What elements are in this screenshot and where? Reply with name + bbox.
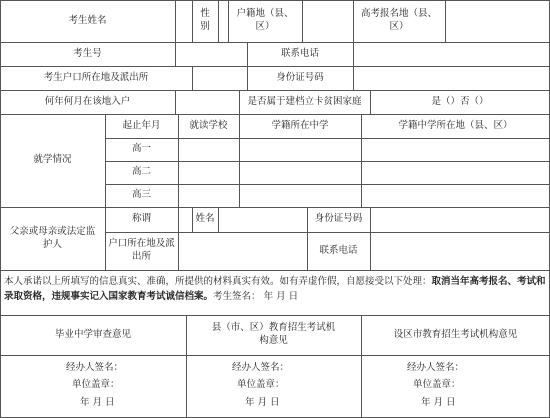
guardian-name-field[interactable] bbox=[219, 208, 307, 232]
school-field[interactable] bbox=[179, 185, 239, 207]
candidate-signature-label: 考生签名： bbox=[213, 290, 261, 302]
guardian-id-label: 身份证号码 bbox=[314, 213, 363, 225]
entry-time-field[interactable] bbox=[176, 91, 239, 114]
candidate-name-label: 考生姓名 bbox=[68, 14, 107, 26]
candidate-name-field[interactable] bbox=[176, 1, 191, 42]
col-school-header: 就读学校 bbox=[189, 119, 228, 131]
hukou-region-field[interactable] bbox=[303, 1, 353, 42]
exam-number-label: 考生号 bbox=[73, 47, 102, 59]
grid-line bbox=[0, 270, 550, 271]
review-date-label: 年 月 日 bbox=[245, 396, 280, 408]
gender-field[interactable] bbox=[219, 1, 228, 42]
phone-field[interactable] bbox=[354, 43, 549, 66]
school-roll-field[interactable] bbox=[240, 185, 361, 207]
county-review-title: 县（市、区）教育招生考试机 构意见 bbox=[211, 322, 336, 346]
guardian-name-label: 姓名 bbox=[195, 213, 215, 225]
exam-region-field[interactable] bbox=[446, 1, 549, 42]
pledge-date-label: 年 月 日 bbox=[263, 290, 299, 302]
school-review-title: 毕业中学审查意见 bbox=[54, 328, 131, 340]
review-date-label: 年 月 日 bbox=[80, 396, 115, 408]
grade-row-label: 高三 bbox=[131, 189, 151, 201]
handler-signature-label: 经办人签名： bbox=[66, 361, 124, 373]
hukou-police-field[interactable] bbox=[193, 67, 247, 90]
col-school-roll-header: 学籍所在中学 bbox=[271, 119, 329, 131]
hukou-police-label: 考生户口所在地及派出所 bbox=[43, 71, 149, 83]
unit-seal-label: 单位盖章： bbox=[72, 378, 120, 390]
grade-row-label: 高一 bbox=[131, 143, 151, 155]
roll-region-field[interactable] bbox=[362, 139, 549, 161]
pledge-statement bbox=[4, 275, 548, 304]
school-roll-field[interactable] bbox=[240, 162, 361, 184]
pledge-penalty-text: 取消当年高考报名、考试和录取资格，违规事实记入国家教育考试诚信档案。 bbox=[4, 276, 546, 302]
grid-line bbox=[0, 355, 550, 356]
grade-row-label: 高二 bbox=[131, 166, 151, 178]
guardian-hukou-label: 户口所在地及派 出所 bbox=[108, 238, 175, 262]
guardian-id-field[interactable] bbox=[371, 208, 549, 232]
roll-region-field[interactable] bbox=[362, 185, 549, 207]
guardian-title-label: 称谓 bbox=[131, 213, 151, 225]
poverty-family-label: 是否属于建档立卡贫困家庭 bbox=[247, 95, 362, 107]
yes-no-choice[interactable]: 是（）否（） bbox=[431, 95, 489, 107]
guardian-hukou-field[interactable] bbox=[179, 233, 307, 270]
review-date-label: 年 月 日 bbox=[421, 396, 456, 408]
guardian-phone-label: 联系电话 bbox=[319, 244, 358, 256]
guardian-section-label: 父亲或母亲或法定监 护人 bbox=[9, 225, 96, 250]
col-period-header: 起止年月 bbox=[122, 119, 161, 131]
school-field[interactable] bbox=[179, 162, 239, 184]
exam-region-label: 高考报名地（县、 区） bbox=[360, 8, 437, 32]
hukou-region-label: 户籍地（县、 区） bbox=[236, 8, 294, 32]
study-section-label: 就学情况 bbox=[33, 154, 72, 166]
handler-signature-label: 经办人签名： bbox=[232, 361, 290, 373]
school-field[interactable] bbox=[179, 139, 239, 161]
col-roll-region-header: 学籍中学所在地（县、区） bbox=[398, 119, 513, 131]
id-number-label: 身份证号码 bbox=[276, 71, 324, 83]
unit-seal-label: 单位盖章： bbox=[237, 378, 285, 390]
school-roll-field[interactable] bbox=[240, 139, 361, 161]
guardian-title-field[interactable] bbox=[179, 208, 192, 232]
city-review-title: 设区市教育招生考试机构意见 bbox=[393, 328, 518, 340]
gender-label: 性 别 bbox=[200, 8, 210, 32]
phone-label: 联系电话 bbox=[280, 47, 319, 59]
handler-signature-label: 经办人签名： bbox=[407, 361, 465, 373]
roll-region-field[interactable] bbox=[362, 162, 549, 184]
guardian-phone-field[interactable] bbox=[371, 233, 549, 270]
id-number-field[interactable] bbox=[354, 67, 549, 90]
pledge-text: 本人承诺以上所填写的信息真实、准确，所提供的材料真实有效。如有弄虚作假，自愿接受以下处理： bbox=[4, 276, 432, 287]
entry-time-label: 何年何月在该地入户 bbox=[44, 95, 131, 107]
unit-seal-label: 单位盖章： bbox=[413, 378, 461, 390]
exam-number-field[interactable] bbox=[176, 43, 247, 66]
